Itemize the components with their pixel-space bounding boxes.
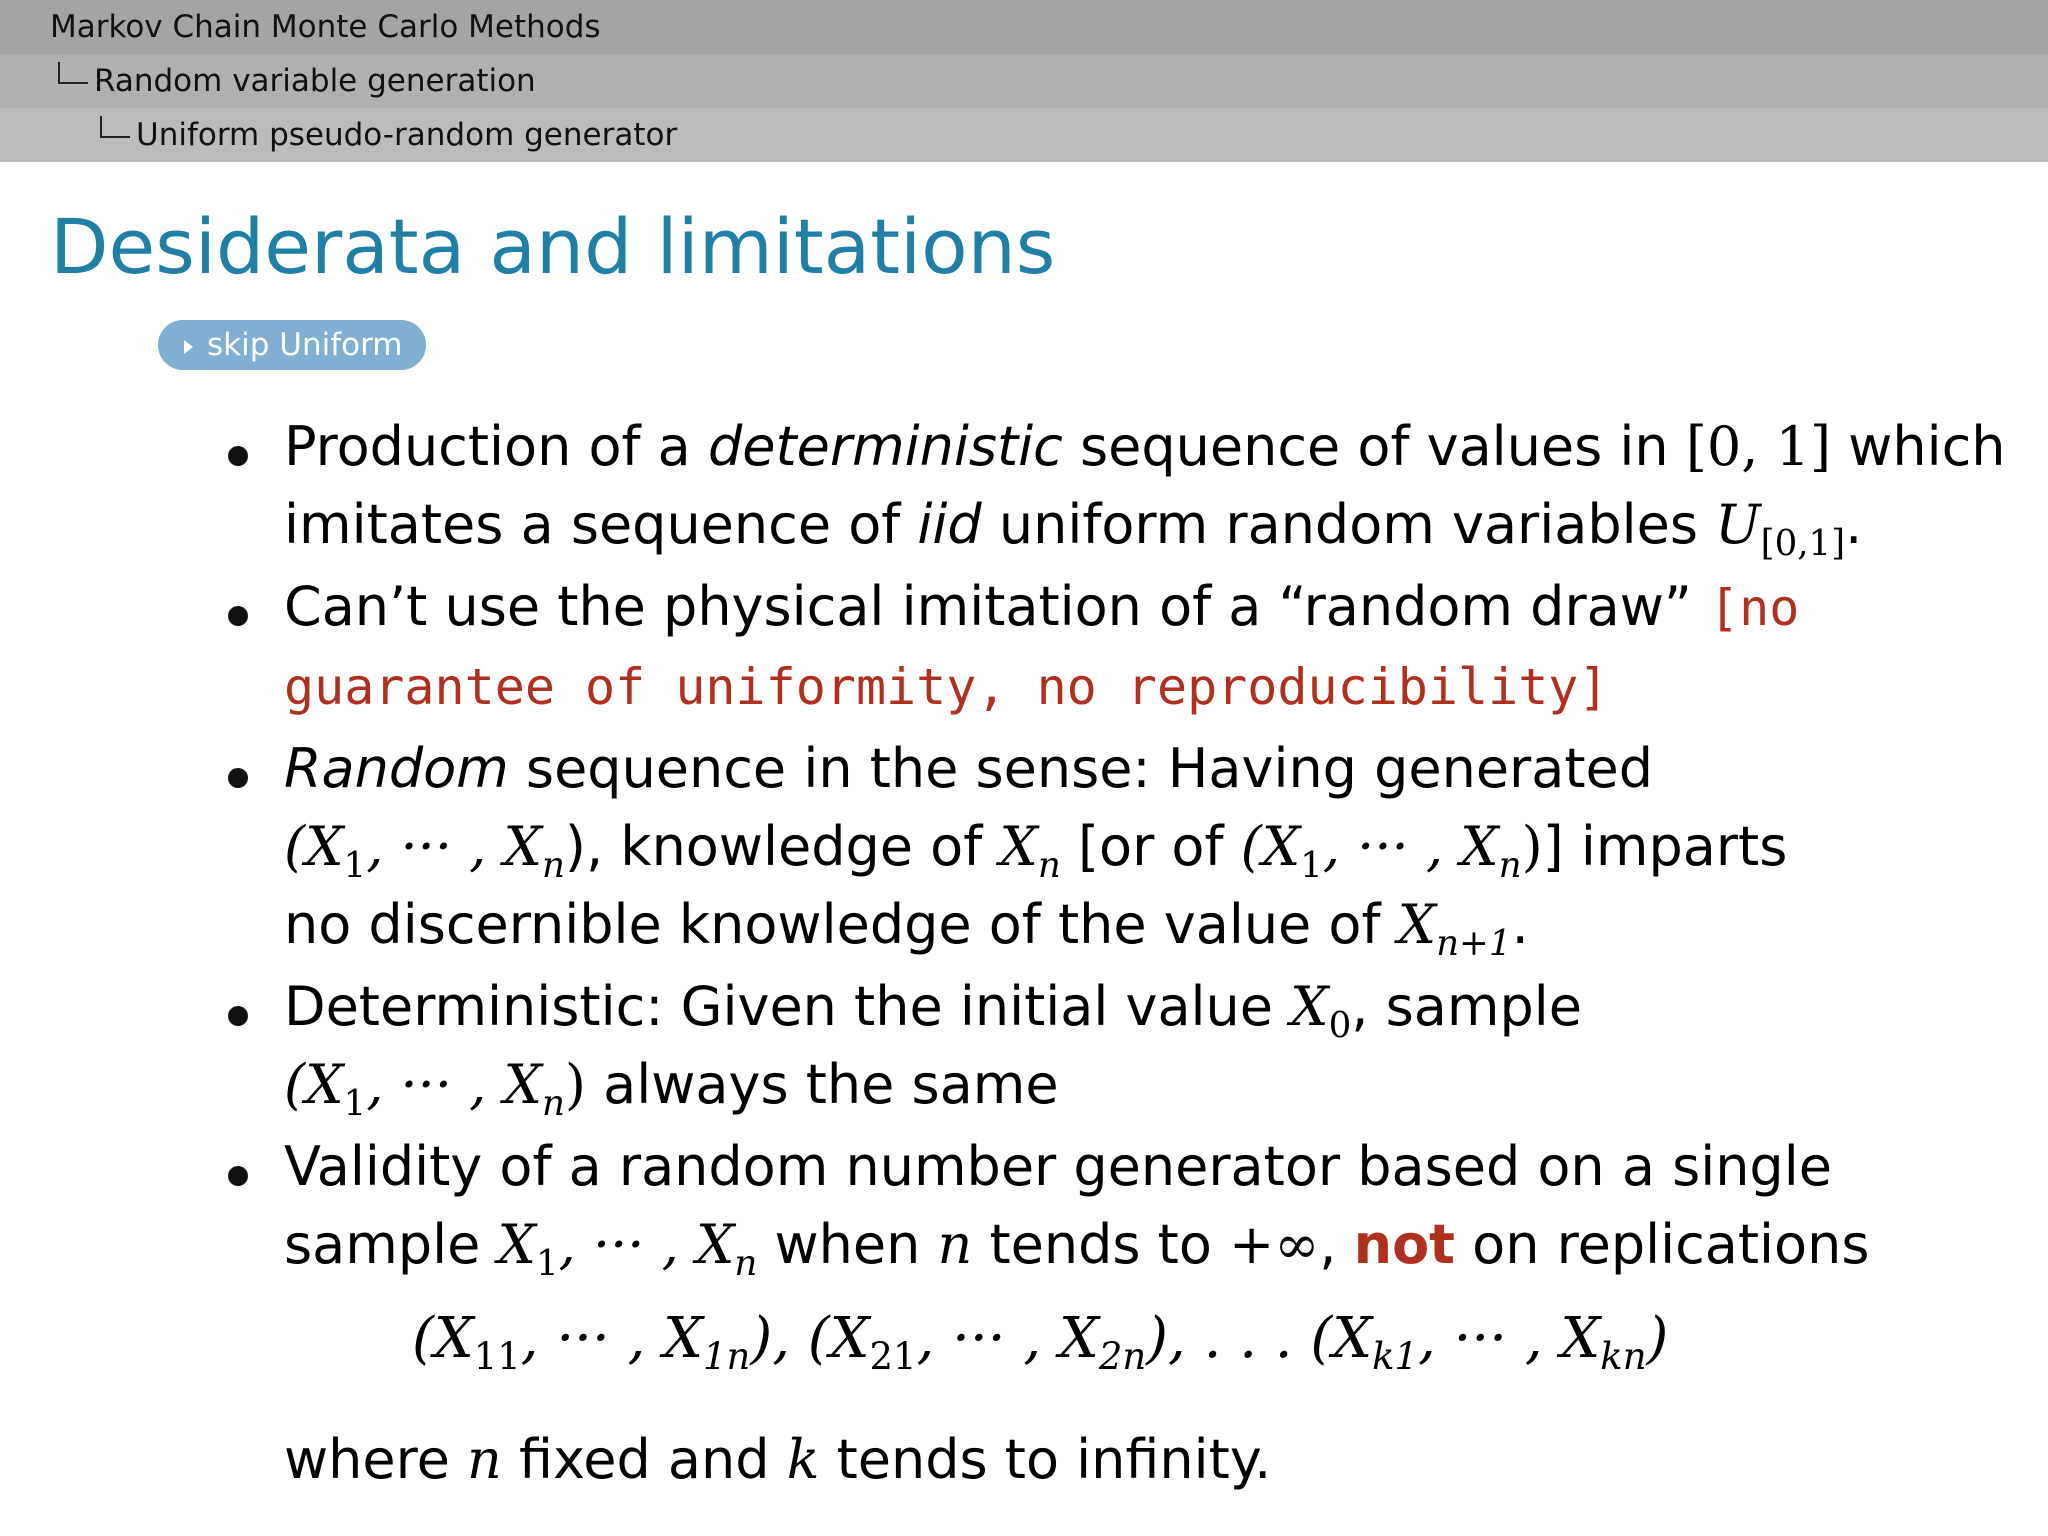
bullet-dot	[228, 768, 248, 788]
math-subscript: n	[1037, 844, 1061, 886]
text: [or of	[1060, 815, 1241, 878]
breadcrumb-level-3-text: Uniform pseudo-random generator	[136, 117, 678, 153]
text: tends to infinity.	[819, 1428, 1272, 1491]
text: .	[1511, 893, 1529, 956]
math-subscript: n	[1498, 844, 1522, 886]
red-remark: guarantee of uniformity, no reproducibility]	[284, 658, 1609, 716]
text: Validity of a random number generator based on a single	[284, 1135, 1832, 1198]
bullet-dot	[228, 1006, 248, 1026]
closing-text	[284, 1421, 1271, 1499]
text: which	[1831, 415, 2006, 478]
math-subscript: 21	[869, 1335, 917, 1379]
text: ), knowledge of	[564, 815, 1000, 878]
math-subscript: 1	[343, 844, 367, 886]
display-equation	[412, 1306, 1669, 1379]
bullet-item-2	[228, 568, 2008, 726]
math: , ··· , X	[916, 1306, 1099, 1371]
math-subscript: 2n	[1098, 1335, 1147, 1379]
breadcrumb-level-1-text: Markov Chain Monte Carlo Methods	[50, 9, 601, 45]
text: sequence in the sense: Having generated	[508, 737, 1654, 800]
emph-random: Random	[284, 737, 509, 800]
math: , ··· , X	[1322, 815, 1499, 878]
text: .	[1845, 493, 1863, 556]
math: (X	[412, 1306, 474, 1371]
text: , sample	[1351, 975, 1582, 1038]
math: k	[786, 1428, 820, 1491]
math: n	[937, 1213, 973, 1276]
text: when	[757, 1213, 938, 1276]
bullet-dot	[228, 1166, 248, 1186]
math: +∞	[1229, 1213, 1320, 1276]
breadcrumb-level-2-text: Random variable generation	[94, 63, 536, 99]
math-subscript: 0	[1328, 1004, 1352, 1046]
breadcrumb-level-1	[0, 0, 2048, 54]
math: X	[1290, 975, 1329, 1038]
skip-uniform-button[interactable]	[158, 320, 426, 370]
bullet-dot	[228, 606, 248, 626]
math: , ··· , X	[558, 1213, 735, 1276]
math-subscript: k1	[1372, 1335, 1419, 1379]
math-subscript: n	[734, 1242, 758, 1284]
math-interval: [0, 1]	[1685, 415, 1832, 478]
text: ] imparts	[1542, 815, 1788, 878]
text: sample	[284, 1213, 498, 1276]
bullet-dot	[228, 446, 248, 466]
text: always the same	[585, 1053, 1059, 1116]
math: , ··· , X	[366, 1053, 542, 1116]
math: (X	[284, 1053, 344, 1116]
math: , ··· , X	[520, 1306, 704, 1371]
math: ), (X	[750, 1306, 870, 1371]
math: (X	[284, 815, 344, 878]
math-subscript: n+1	[1436, 922, 1512, 964]
bullet-item-5	[228, 1128, 2008, 1284]
slide-title: Desiderata and limitations	[50, 202, 1056, 291]
tree-corner-icon	[100, 116, 130, 138]
math-subscript: n	[541, 1082, 565, 1124]
math-subscript: 1	[1300, 844, 1323, 886]
math: )	[1646, 1306, 1669, 1371]
emph-deterministic: deterministic	[707, 415, 1063, 478]
breadcrumb-level-3	[0, 108, 2048, 162]
breadcrumb-level-2	[0, 54, 2048, 108]
text: where	[284, 1428, 468, 1491]
math: X	[999, 815, 1038, 878]
bullet-item-3	[228, 730, 2008, 964]
emph-iid: iid	[917, 493, 982, 556]
math-subscript: n	[541, 844, 565, 886]
red-remark: [no	[1709, 579, 1800, 637]
math-subscript: 11	[473, 1335, 521, 1379]
math: , ··· , X	[1418, 1306, 1601, 1371]
text: uniform random variables	[981, 493, 1716, 556]
math: )	[564, 1053, 586, 1116]
math-subscript: kn	[1600, 1335, 1647, 1379]
text: on replications	[1454, 1213, 1870, 1276]
math-subscript: [0,1]	[1760, 522, 1846, 564]
math-uniform: U	[1715, 493, 1761, 556]
play-arrow-icon	[184, 340, 193, 354]
skip-button-label: skip Uniform	[207, 327, 403, 363]
tree-corner-icon	[58, 62, 88, 84]
math: (X	[1240, 815, 1301, 878]
bullet-item-1	[228, 408, 2008, 564]
bullet-item-4	[228, 968, 2008, 1124]
emph-not: not	[1353, 1213, 1455, 1276]
math: , ··· , X	[366, 815, 542, 878]
math: X	[1397, 893, 1437, 956]
text: Production of a	[284, 415, 708, 478]
math: X	[497, 1213, 536, 1276]
math-subscript: 1	[535, 1242, 559, 1284]
text: Can’t use the physical imitation of a “random draw”	[284, 575, 1710, 638]
text: fixed and	[501, 1428, 787, 1491]
math-subscript: 1	[343, 1082, 367, 1124]
bullet-list	[228, 408, 2008, 1286]
text: no discernible knowledge of the value of	[284, 893, 1398, 956]
text: tends to	[972, 1213, 1230, 1276]
math: )	[1521, 815, 1543, 878]
text: ,	[1319, 1213, 1354, 1276]
math: ), . . . (X	[1146, 1306, 1373, 1371]
text: sequence of values in	[1062, 415, 1686, 478]
math: n	[467, 1428, 502, 1491]
math-subscript: 1n	[703, 1335, 751, 1379]
text: Deterministic: Given the initial value	[284, 975, 1291, 1038]
text: imitates a sequence of	[284, 493, 918, 556]
